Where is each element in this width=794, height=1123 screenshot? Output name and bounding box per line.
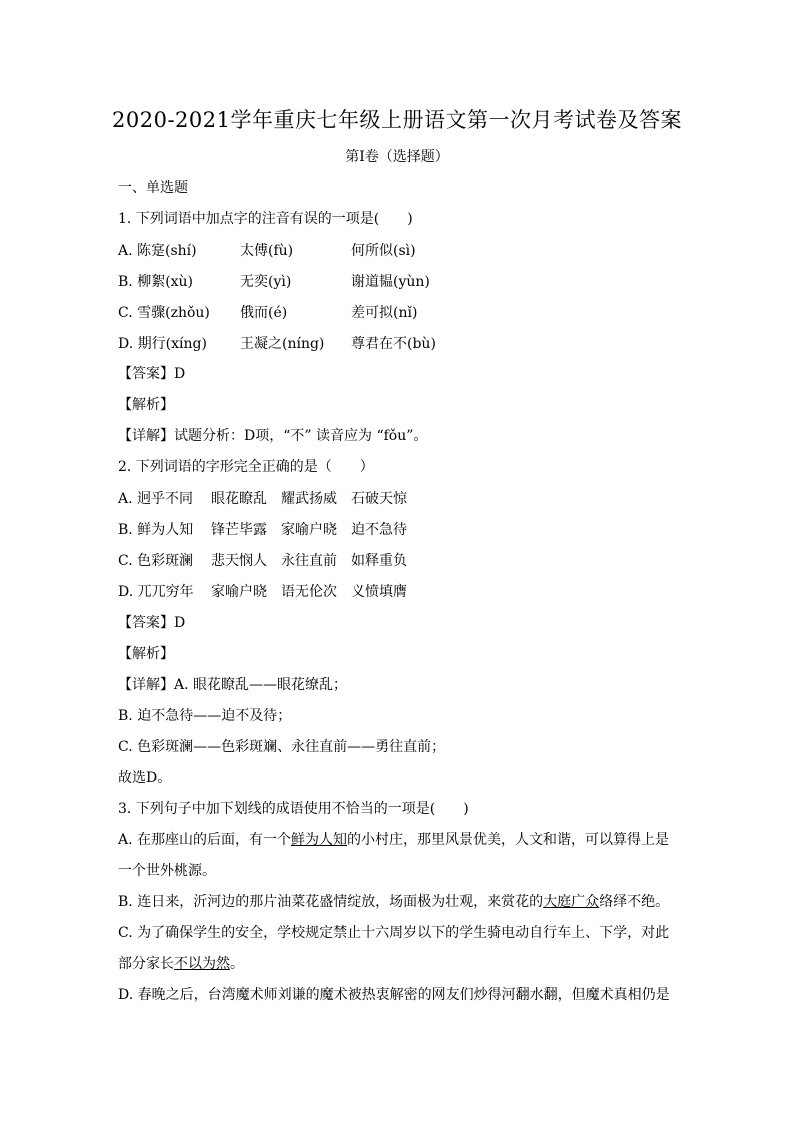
q1-detail: 【详解】试题分析：D项，“不” 读音应为 “fǒu”。	[118, 428, 428, 444]
q2-c-1: C. 色彩斑澜	[118, 553, 194, 569]
q2-detail-3: C. 色彩斑澜——色彩斑斓、永往直前——勇往直前；	[118, 739, 446, 755]
q1-b-1: B. 柳絮(xù)	[118, 274, 194, 290]
q1-analysis: 【解析】	[118, 397, 174, 413]
q3-c-text-post: 。	[230, 956, 244, 972]
q2-analysis: 【解析】	[118, 646, 174, 662]
q2-c-4: 如释重负	[351, 553, 407, 569]
q2-b-3: 家喻户晓	[281, 522, 337, 538]
q1-b-2: 无奕(yì)	[240, 274, 292, 290]
document-title: 2020-2021学年重庆七年级上册语文第一次月考试卷及答案	[112, 108, 682, 132]
q2-answer: 【答案】D	[118, 615, 186, 631]
q1-a-1: A. 陈寔(shí)	[118, 243, 197, 259]
q3-option-c-line2	[118, 954, 244, 974]
q3-a-text-pre: A. 在那座山的后面，有一个	[118, 832, 292, 848]
q3-option-d-line1: D. 春晚之后，台湾魔术师刘谦的魔术被热衷解密的网友们炒得河翻水翻，但魔术真相仍是	[118, 987, 670, 1003]
q2-a-4: 石破天惊	[351, 491, 407, 507]
q3-option-c-line1: C. 为了确保学生的安全，学校规定禁止十六周岁以下的学生骑电动自行车上、下学，对此	[118, 925, 670, 941]
q1-a-3: 何所似(sì)	[351, 243, 416, 259]
q2-detail-4: 故选D。	[118, 770, 172, 786]
q1-d-1: D. 期行(xíng)	[118, 336, 207, 352]
q2-detail-1: 【详解】A. 眼花瞭乱——眼花缭乱；	[118, 677, 348, 693]
q2-d-3: 语无伦次	[281, 584, 337, 600]
q2-stem: 2. 下列词语的字形完全正确的是（ ）	[118, 459, 374, 475]
q1-a-2: 太傅(fù)	[240, 243, 294, 259]
q2-d-2: 家喻户晓	[211, 584, 267, 600]
section-heading: 一、单选题	[118, 180, 188, 196]
q1-c-1: C. 雪骤(zhǒu)	[118, 305, 210, 321]
q1-c-2: 俄而(é)	[240, 305, 288, 321]
q3-a-text-post: 的小村庄，那里风景优美，人文和谐，可以算得上是	[347, 832, 670, 848]
q3-c-text-pre: 部分家长	[118, 956, 174, 972]
q1-c-3: 差可拟(nǐ)	[351, 305, 418, 321]
q3-b-text-pre: B. 连日来，沂河边的那片油菜花盛情绽放，场面极为壮观，来赏花的	[118, 894, 544, 910]
q2-b-2: 锋芒毕露	[211, 522, 267, 538]
q1-d-3: 尊君在不(bù)	[351, 336, 436, 352]
q3-b-underlined-idiom: 大庭广众	[543, 894, 600, 910]
document-subtitle: 第Ⅰ卷（选择题）	[345, 149, 449, 165]
q2-c-2: 悲天悯人	[211, 553, 267, 569]
q1-d-2: 王凝之(níng)	[240, 336, 325, 352]
q1-stem: 1. 下列词语中加点字的注音有误的一项是( )	[118, 211, 413, 227]
q3-option-a-line1	[118, 830, 669, 850]
q2-d-4: 义愤填膺	[351, 584, 407, 600]
q2-a-1: A. 迥乎不同	[118, 491, 194, 507]
q3-option-a-line2: 一个世外桃源。	[118, 863, 216, 879]
q3-option-b	[118, 892, 669, 912]
q2-b-1: B. 鲜为人知	[118, 522, 194, 538]
q3-b-text-post: 络绎不绝。	[599, 894, 670, 910]
q3-c-underlined-idiom: 不以为然	[174, 956, 230, 972]
q2-d-1: D. 兀兀穷年	[118, 584, 194, 600]
q2-c-3: 永往直前	[281, 553, 337, 569]
q1-b-3: 谢道韫(yùn)	[351, 274, 430, 290]
q2-b-4: 迫不急待	[351, 522, 407, 538]
q2-a-2: 眼花瞭乱	[211, 491, 267, 507]
q1-answer: 【答案】D	[118, 366, 186, 382]
q2-detail-2: B. 迫不急待——迫不及待；	[118, 708, 292, 724]
q3-a-underlined-idiom: 鲜为人知	[291, 832, 348, 848]
q2-a-3: 耀武扬威	[281, 491, 337, 507]
q3-stem: 3. 下列句子中加下划线的成语使用不恰当的一项是( )	[118, 801, 469, 817]
